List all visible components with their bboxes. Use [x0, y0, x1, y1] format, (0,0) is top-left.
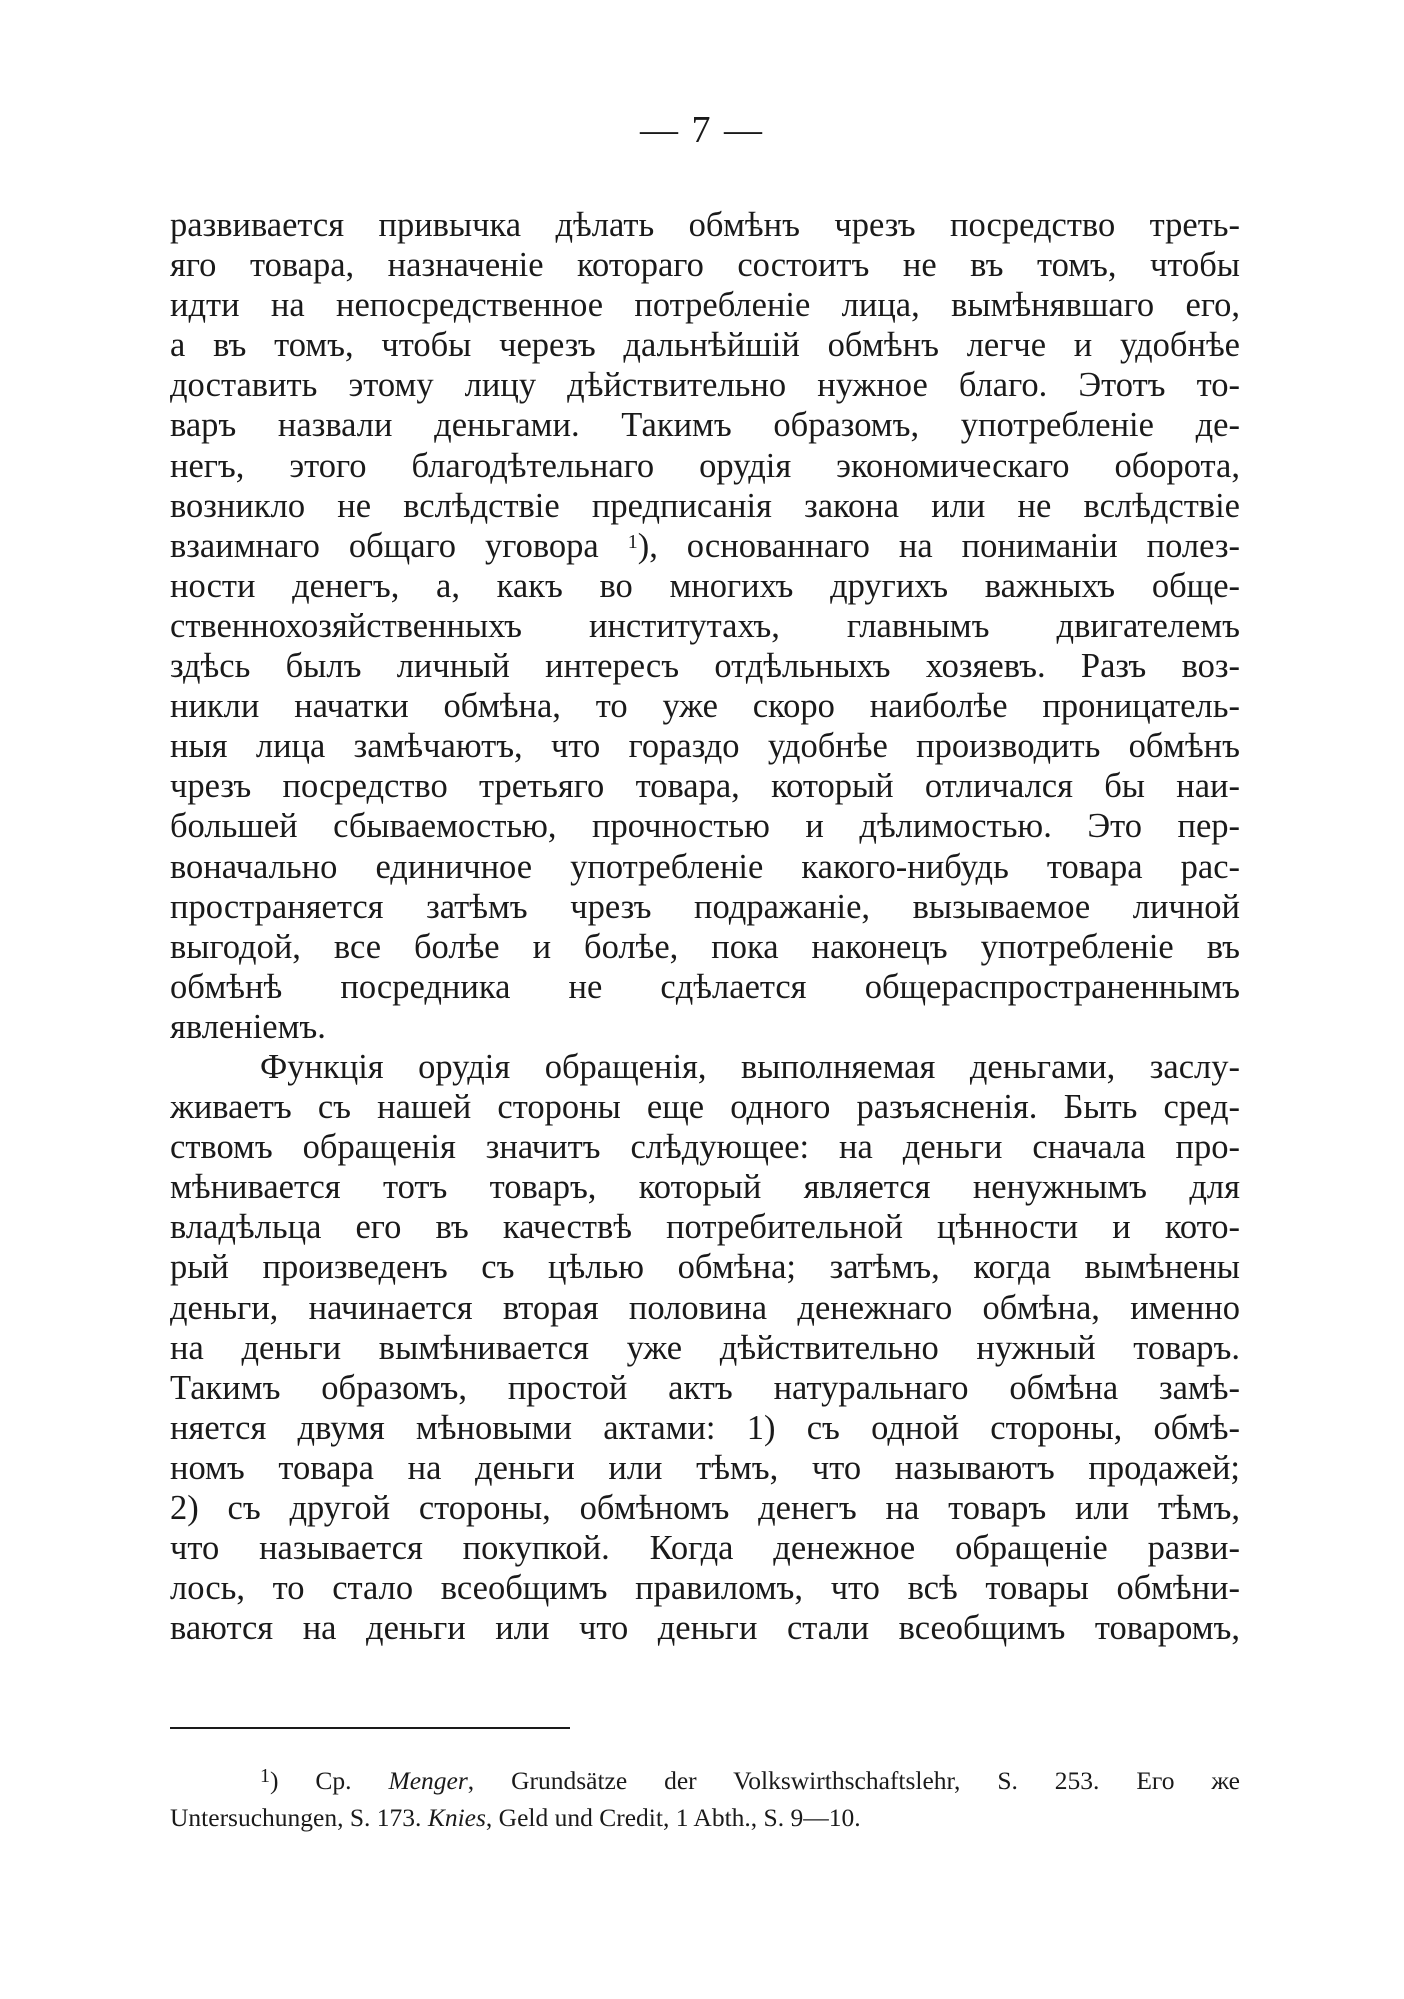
text-line: Такимъ образомъ, простой актъ натуральнаго обмѣна замѣ- — [170, 1368, 1240, 1407]
text-line: пространяется затѣмъ чрезъ подражаніе, вызываемое личной — [170, 887, 1240, 926]
text-line: здѣсь былъ личный интересъ отдѣльныхъ хозяевъ. Разъ воз- — [170, 647, 1240, 686]
text-fragment: ), основаннаго на пониманіи полез- — [637, 526, 1240, 565]
text-line: чрезъ посредство третьяго товара, который отличался бы наи- — [170, 767, 1240, 806]
text-fragment: взаимнаго общаго уговора — [170, 526, 599, 565]
text-line: яго товара, назначеніе котораго состоитъ не въ томъ, чтобы — [170, 246, 1240, 285]
text-line: воначально единичное употребленіе какого-нибудь товара рас- — [170, 847, 1240, 886]
text-line: рый произведенъ съ цѣлью обмѣна; затѣмъ, когда вымѣнены — [170, 1248, 1240, 1287]
text-line: ственнохозяйственныхъ институтахъ, главнымъ двигателемъ — [170, 606, 1240, 645]
text-line-with-footnote — [170, 526, 1240, 566]
body-text — [170, 205, 1240, 1648]
text-line: ваются на деньги или что деньги стали всеобщимъ товаромъ, — [170, 1609, 1240, 1648]
footnote-line — [170, 1799, 1240, 1836]
text-line: Функція орудія обращенія, выполняемая деньгами, заслу- — [260, 1047, 1240, 1086]
footnote-line — [170, 1762, 1240, 1799]
footnote-author: Knies — [427, 1803, 486, 1832]
text-line: мѣнивается тотъ товаръ, который является ненужнымъ для — [170, 1168, 1240, 1207]
text-line: возникло не вслѣдствіе предписанія закона или не вслѣдствіе — [170, 486, 1240, 525]
footnote — [170, 1762, 1240, 1836]
footnote-fragment: , Grundsätze der Volkswirthschaftslehr, S. 253. Его же — [467, 1766, 1240, 1795]
text-line: 2) съ другой стороны, обмѣномъ денегъ на товаръ или тѣмъ, — [170, 1489, 1240, 1527]
text-line: ныя лица замѣчаютъ, что гораздо удобнѣе производить обмѣнъ — [170, 727, 1240, 766]
text-line: на деньги вымѣнивается уже дѣйствительно нужный товаръ. — [170, 1328, 1240, 1367]
footnote-reference: 1 — [627, 530, 638, 553]
text-line: а въ томъ, чтобы черезъ дальнѣйшій обмѣнъ легче и удобнѣе — [170, 326, 1240, 365]
text-line: номъ товара на деньги или тѣмъ, что называютъ продажей; — [170, 1448, 1240, 1487]
text-line: что называется покупкой. Когда денежное обращеніе разви- — [170, 1529, 1240, 1568]
text-line: живаетъ съ нашей стороны еще одного разъясненія. Быть сред- — [170, 1088, 1240, 1127]
text-line: явленіемъ. — [170, 1007, 326, 1046]
text-line: большей сбываемостью, прочностью и дѣлимостью. Это пер- — [170, 807, 1240, 846]
text-line: обмѣнѣ посредника не сдѣлается общераспространеннымъ — [170, 967, 1240, 1006]
footnote-fragment: ) Ср. — [270, 1766, 352, 1795]
footnote-fragment: Untersuchungen, S. 173. — [170, 1803, 422, 1832]
text-line: владѣльца его въ качествѣ потребительной цѣнности и кото- — [170, 1208, 1240, 1247]
text-line: деньги, начинается вторая половина денежнаго обмѣна, именно — [170, 1288, 1240, 1327]
footnote-author: Menger — [388, 1766, 468, 1795]
text-line: варъ назвали деньгами. Такимъ образомъ, употребленіе де- — [170, 406, 1240, 445]
text-line: лось, то стало всеобщимъ правиломъ, что всѣ товары обмѣни- — [170, 1569, 1240, 1608]
footnote-marker: 1 — [260, 1765, 270, 1787]
text-line: никли начатки обмѣна, то уже скоро наиболѣе проницатель- — [170, 687, 1240, 726]
text-line: выгодой, все болѣе и болѣе, пока наконецъ употребленіе въ — [170, 927, 1240, 966]
footnote-fragment: , Geld und Credit, 1 Abth., S. 9—10. — [485, 1803, 861, 1832]
text-line: идти на непосредственное потребленіе лица, вымѣнявшаго его, — [170, 286, 1240, 325]
text-line: ствомъ обращенія значитъ слѣдующее: на деньги сначала про- — [170, 1128, 1240, 1167]
text-line: доставить этому лицу дѣйствительно нужное благо. Этотъ то- — [170, 366, 1240, 405]
page-number: — 7 — — [640, 109, 764, 151]
text-line: ности денегъ, а, какъ во многихъ другихъ важныхъ обще- — [170, 566, 1240, 605]
footnote-divider — [170, 1727, 570, 1729]
text-line: развивается привычка дѣлать обмѣнъ чрезъ посредство треть- — [170, 206, 1240, 244]
text-line: няется двумя мѣновыми актами: 1) съ одной стороны, обмѣ- — [170, 1408, 1240, 1447]
text-line: негъ, этого благодѣтельнаго орудія экономическаго оборота, — [170, 446, 1240, 485]
